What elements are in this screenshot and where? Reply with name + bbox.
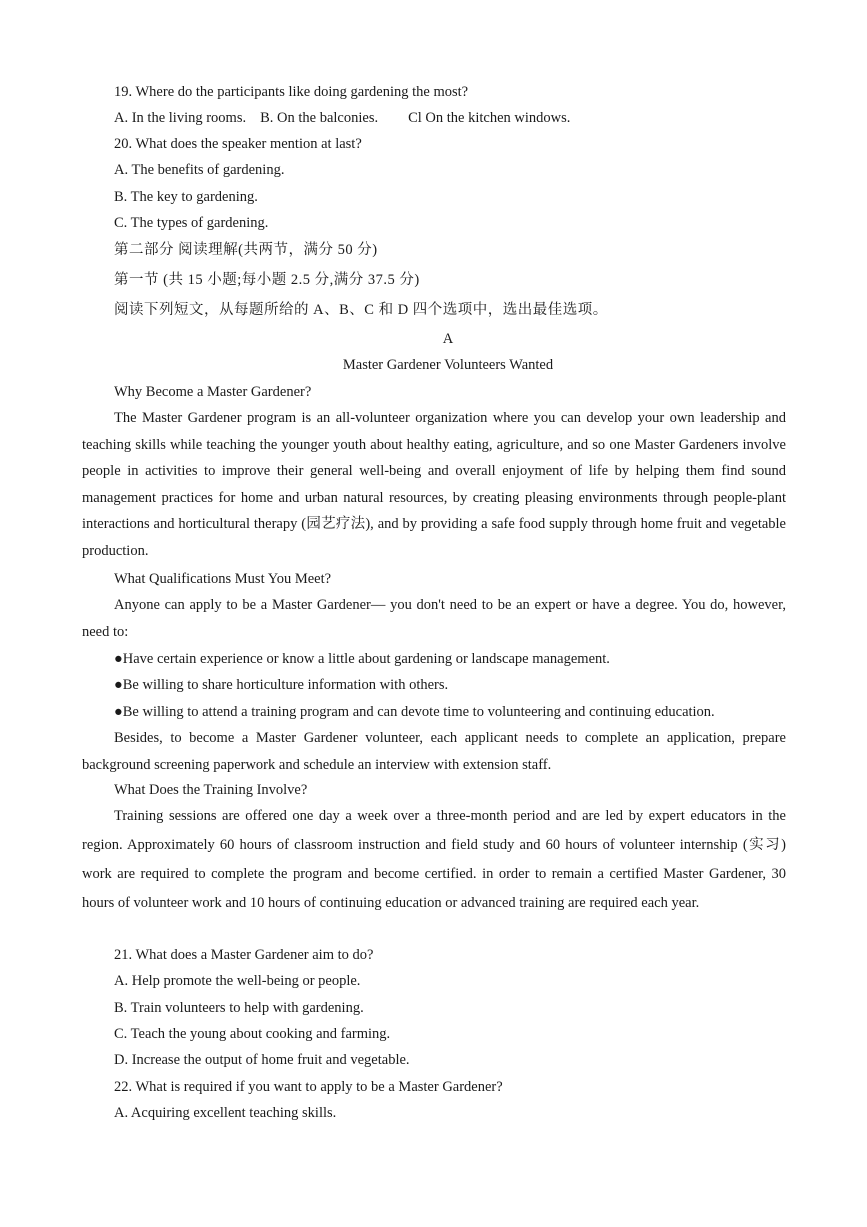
bullet-item: ●Have certain experience or know a little about gardening or landscape management. [114,651,610,667]
paragraph-4: Training sessions are offered one day a week over a three-month period and are led by expert educators in the region. Approximately 60 hours of classroom instruction and field study and 60 hours of volunteer internship (实习) work are required to complete the program and become certified. in order to remain a certified Master Gardener, 30 hours of volunteer work and 10 hours of continuing education or advanced training are required each year. [82,808,786,911]
section-heading-training: What Does the Training Involve? [114,782,308,798]
paragraph-1: The Master Gardener program is an all-volunteer organization where you can develop your own leadership and teaching skills while teaching the younger youth about healthy eating, agriculture, and so one Master Gardeners involve people in activities to improve their general well-being and overall enjoyment of life by helping them find sound management practices for home and urban natural resources, by creating pleasing environments through people-plant interactions and horticultural therapy (园艺疗法), and by providing a safe food supply through home fruit and vegetable production. [82,410,786,559]
section-heading-qualifications: What Qualifications Must You Meet? [114,571,332,587]
question-19-options [114,105,786,131]
sub-heading: 第一节 (共 15 小题;每小题 2.5 分,满分 37.5 分) [114,272,420,288]
question-22: 22. What is required if you want to apply to be a Master Gardener? [114,1079,503,1095]
question-22-option-a: A. Acquiring excellent teaching skills. [114,1105,337,1121]
option-b: B. On the balconies. [260,110,379,126]
paragraph-2: Anyone can apply to be a Master Gardener— you don't need to be an expert or have a degree. You do, however, need to: [82,597,786,640]
part-heading: 第二部分 阅读理解(共两节，满分 50 分) [114,242,378,258]
option-c: Cl On the kitchen windows. [408,110,571,126]
section-heading-why: Why Become a Master Gardener? [114,384,312,400]
question-21: 21. What does a Master Gardener aim to do? [114,947,374,963]
question-21-option-a: A. Help promote the well-being or people. [114,973,361,989]
question-19: 19. Where do the participants like doing gardening the most? [114,84,469,100]
paragraph-3: Besides, to become a Master Gardener volunteer, each applicant needs to complete an application, prepare background screening paperwork and schedule an interview with extension staff. [82,730,786,773]
question-20-option-c: C. The types of gardening. [114,215,269,231]
passage-title: Master Gardener Volunteers Wanted [342,357,554,373]
question-21-option-d: D. Increase the output of home fruit and vegetable. [114,1052,410,1068]
bullet-item: ●Be willing to share horticulture information with others. [114,677,449,693]
question-21-option-b: B. Train volunteers to help with gardening. [114,1000,364,1016]
instructions: 阅读下列短文，从每题所给的 A、B、C 和 D 四个选项中，选出最佳选项。 [114,302,608,318]
question-20: 20. What does the speaker mention at last? [114,136,362,152]
passage-letter: A [442,331,454,347]
question-21-option-c: C. Teach the young about cooking and farming. [114,1026,391,1042]
question-20-option-b: B. The key to gardening. [114,189,258,205]
question-20-option-a: A. The benefits of gardening. [114,162,285,178]
option-a: A. In the living rooms. [114,110,247,126]
bullet-item: ●Be willing to attend a training program and can devote time to volunteering and continuing education. [114,704,715,720]
